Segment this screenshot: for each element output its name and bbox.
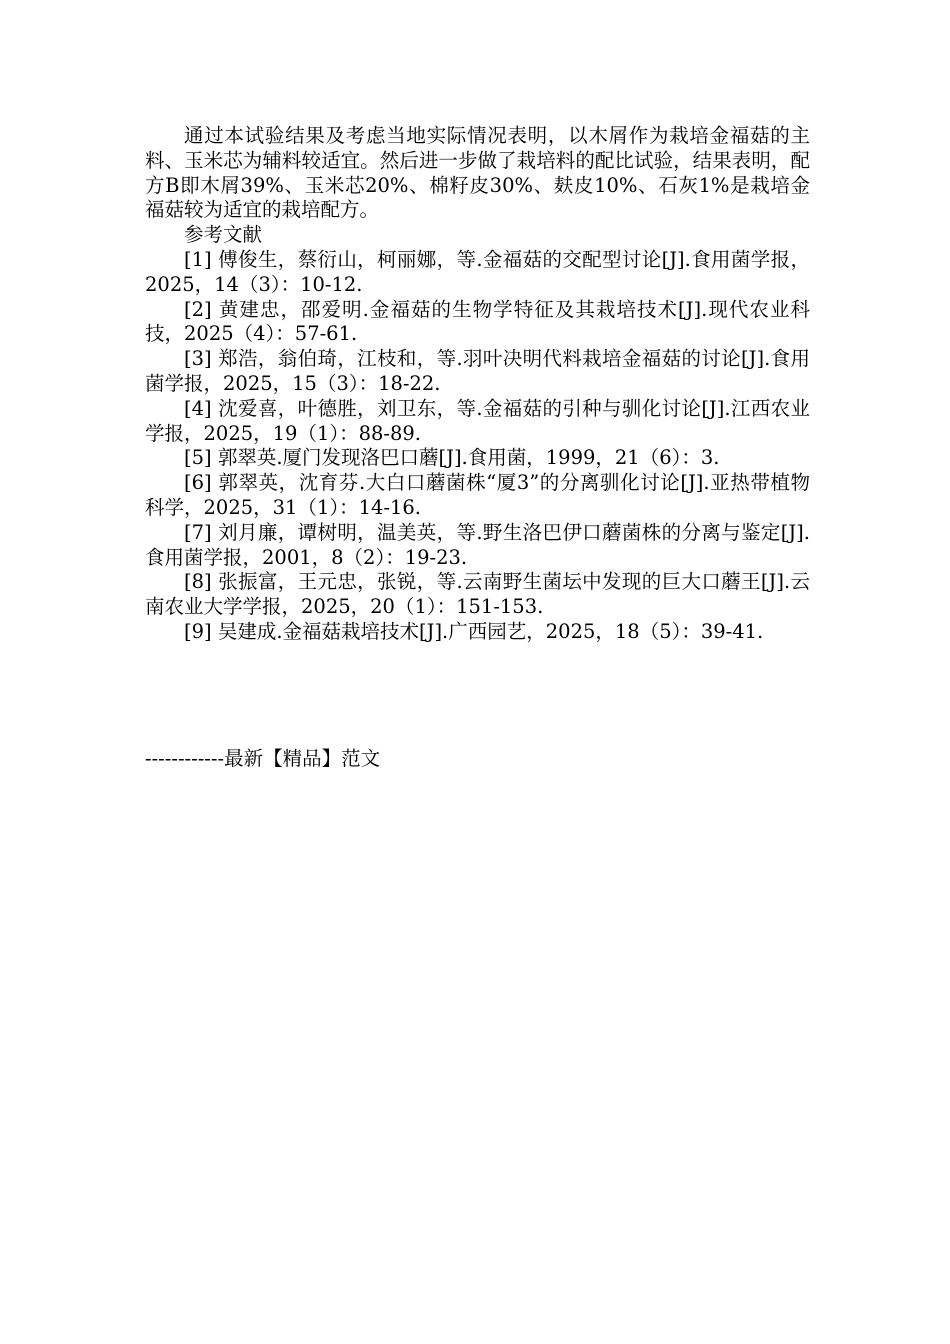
reference-list [145, 248, 810, 645]
page-footer: ------------最新【精品】范文 [145, 747, 381, 770]
reference-item: [4] 沈爱喜，叶德胜，刘卫东，等.金福菇的引种与驯化讨论[J].江西农业学报，2025，19（1）：88-89. [145, 396, 810, 445]
reference-item: [6] 郭翠英，沈育芬.大白口蘑菌株“厦3”的分离驯化讨论[J].亚热带植物科学，2025，31（1）：14-16. [145, 471, 810, 519]
reference-item: [1] 傅俊生，蔡衍山，柯丽娜，等.金福菇的交配型讨论[J].食用菌学报，2025，14（3）：10-12. [145, 247, 810, 296]
reference-item: [5] 郭翠英.厦门发现洛巴口蘑[J].食用菌，1999，21（6）：3. [184, 446, 720, 470]
reference-item: [9] 吴建成.金福菇栽培技术[J].广西园艺，2025，18（5）：39-41. [184, 619, 764, 643]
reference-item: [2] 黄建忠，邵爱明.金福菇的生物学特征及其栽培技术[J].现代农业科技，2025（4）：57-61. [145, 297, 810, 346]
references-heading: 参考文献 [184, 223, 263, 247]
document-body [145, 124, 810, 645]
reference-item: [3] 郑浩，翁伯琦，江枝和，等.羽叶决明代料栽培金福菇的讨论[J].食用菌学报，2025，15（3）：18-22. [145, 347, 810, 395]
conclusion-paragraph: 通过本试验结果及考虑当地实际情况表明，以木屑作为栽培金福菇的主料、玉米芯为辅料较适宜。然后进一步做了栽培料的配比试验，结果表明，配方B即木屑39%、玉米芯20%、棉籽皮30%、麸皮10%、石灰1%是栽培金福菇较为适宜的栽培配方。 [145, 124, 810, 222]
reference-item: [7] 刘月廉，谭树明，温美英，等.野生洛巴伊口蘑菌株的分离与鉴定[J].食用菌学报，2001，8（2）：19-23. [145, 520, 810, 569]
reference-item: [8] 张振富，王元忠，张锐，等.云南野生菌坛中发现的巨大口蘑王[J].云南农业大学学报，2025，20（1）：151-153. [145, 570, 810, 619]
